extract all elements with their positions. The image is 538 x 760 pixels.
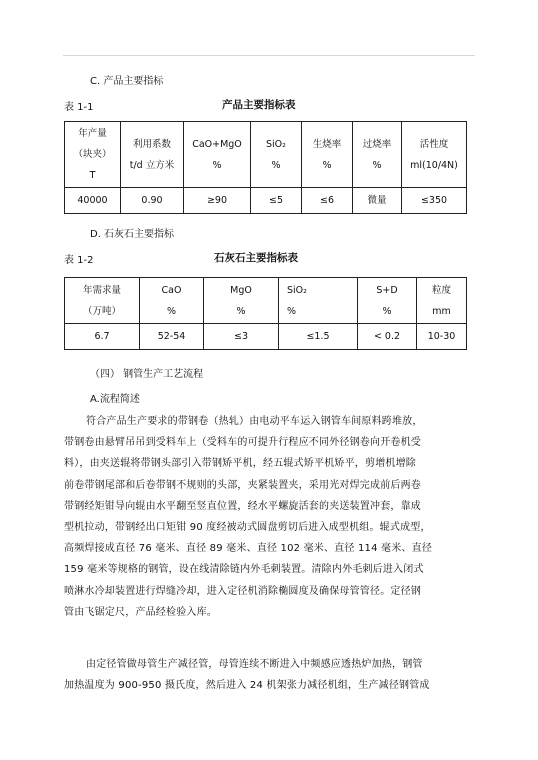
table2-label: 表 1-2 bbox=[64, 255, 94, 266]
table-cell: ≤1.5 bbox=[279, 324, 358, 350]
table1-label: 表 1-1 bbox=[64, 102, 94, 113]
paragraph-line: 前卷带钢尾部和后卷带钢不规则的头部，夹紧装置夹，采用光对焊完成前后两卷 bbox=[64, 479, 421, 491]
table-cell: ≤350 bbox=[402, 188, 467, 214]
table1-header-sio2: SiO₂ % bbox=[251, 122, 302, 188]
header-rule bbox=[63, 55, 475, 56]
table2-header-granularity: 粒度 mm bbox=[417, 278, 467, 324]
table1-title: 产品主要指标表 bbox=[222, 99, 296, 111]
table1-header-overburn: 过烧率 % bbox=[353, 122, 402, 188]
table2-header-row bbox=[65, 278, 467, 324]
table-cell: ≤3 bbox=[204, 324, 279, 350]
table1-header-annual-output: 年产量 （块夹） T bbox=[65, 122, 121, 188]
table-cell: 40000 bbox=[65, 188, 121, 214]
table1-header-utilization: 利用系数 t/d 立方米 bbox=[121, 122, 184, 188]
paragraph-line: 159 毫米等规格的钢管，设在线清除链内外毛刺装置。清除内外毛刺后进入闭式 bbox=[64, 564, 424, 576]
process-paragraph-1 bbox=[64, 411, 476, 623]
subsection-a-heading: A.流程简述 bbox=[90, 394, 140, 405]
table1-header-row bbox=[65, 122, 467, 188]
table2-header-demand: 年需求量 （万吨） bbox=[65, 278, 140, 324]
table2-header-sd: S+D % bbox=[358, 278, 417, 324]
table-cell: < 0.2 bbox=[358, 324, 417, 350]
table-cell: 52-54 bbox=[140, 324, 204, 350]
table1-header-underburn: 生烧率 % bbox=[302, 122, 353, 188]
table-cell: 6.7 bbox=[65, 324, 140, 350]
table1-header-activity: 活性度 ml(10/4N) bbox=[402, 122, 467, 188]
table2-title: 石灰石主要指标表 bbox=[214, 252, 298, 264]
paragraph-line: 加热温度为 900-950 摄氏度，然后进入 24 机架张力减径机组，生产减径钢管成 bbox=[64, 680, 430, 692]
paragraph-line: 型机拉动，带钢经出口矩钳 90 度经被动式圆盘剪切后进入成型机组。辊式成型， bbox=[64, 522, 431, 534]
table-cell: ≤5 bbox=[251, 188, 302, 214]
paragraph-line: 符合产品生产要求的带钢卷（热轧）由电动平车运入钢管车间原料跨堆放， bbox=[86, 416, 423, 427]
section-c-heading: C. 产品主要指标 bbox=[90, 76, 164, 87]
table2-data-row bbox=[65, 324, 467, 350]
paragraph-line: 由定径管做母管生产减径管，母管连续不断进入中频感应透热炉加热，钢管 bbox=[86, 659, 423, 670]
paragraph-line: 管由飞锯定尺，产品经检验入库。 bbox=[64, 606, 217, 618]
table2-header-mgo: MgO % bbox=[204, 278, 279, 324]
table-cell: ≥90 bbox=[184, 188, 251, 214]
table2-header-sio2: SiO₂ % bbox=[279, 278, 358, 324]
paragraph-line: 高频焊接成直径 76 毫米、直径 89 毫米、直径 102 毫米、直径 114 毫米、直径 bbox=[64, 543, 433, 555]
table-cell: ≤6 bbox=[302, 188, 353, 214]
table2-header-cao: CaO % bbox=[140, 278, 204, 324]
paragraph-line: 喷淋水冷却装置进行焊缝冷却，进入定径机消除椭圆度及确保母管管径。定径钢 bbox=[64, 585, 421, 597]
section-4-heading: （四） 钢管生产工艺流程 bbox=[90, 369, 204, 380]
section-d-heading: D. 石灰石主要指标 bbox=[90, 229, 175, 240]
paragraph-line: 带钢经矩钳导向辊由水平翻至竖直位置，经水平螺旋活套的夹送装置冲套，靠成 bbox=[64, 500, 421, 512]
paragraph-line: 带钢卷由悬臂吊吊到受料车上（受料车的可提升行程应不同外径钢卷向开卷机受 bbox=[64, 437, 421, 449]
limestone-indicators-table bbox=[64, 277, 467, 350]
table-cell: 微量 bbox=[353, 188, 402, 214]
paragraph-line: 料），由夹送辊将带钢头部引入带钢矫平机，经五辊式矫平机矫平，剪增机增除 bbox=[64, 458, 416, 470]
table1-header-cao-mgo: CaO+MgO % bbox=[184, 122, 251, 188]
table-cell: 0.90 bbox=[121, 188, 184, 214]
table-cell: 10-30 bbox=[417, 324, 467, 350]
product-indicators-table bbox=[64, 121, 467, 214]
table1-data-row bbox=[65, 188, 467, 214]
process-paragraph-2 bbox=[64, 654, 476, 696]
